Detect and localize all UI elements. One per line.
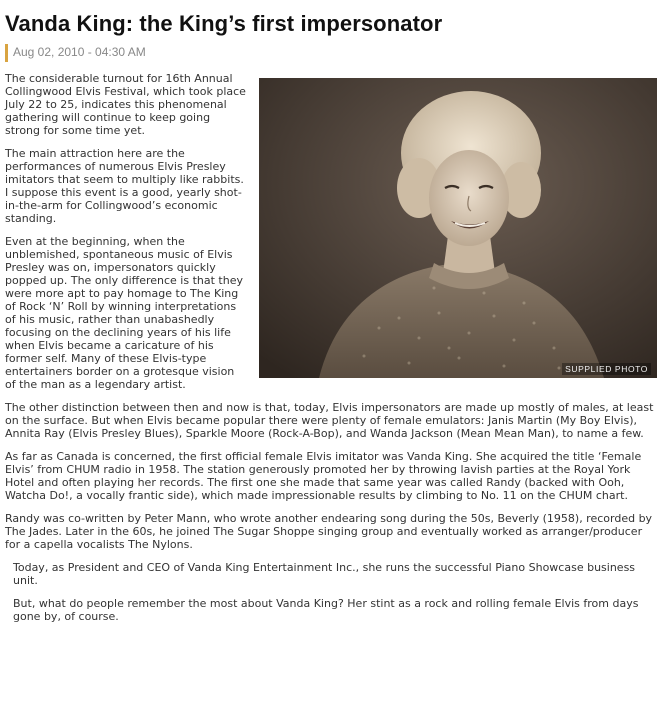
article-body (5, 72, 657, 623)
article (5, 0, 657, 633)
paragraph-7: Today, as President and CEO of Vanda King Entertainment Inc., she runs the successful Piano Showcase business unit. (13, 561, 636, 587)
paragraph-6: Randy was co-written by Peter Mann, who wrote another endearing song during the 50s, Beverly (1958), recorded by The Jades. Later in the 60s, he joined The Sugar Shoppe singing group and eventually worked as arranger/producer for a capella vocalists The Nylons. (5, 512, 653, 551)
paragraph-4: The other distinction between then and now is that, today, Elvis impersonators are made up mostly of males, at least on the surface. But when Elvis became popular there were plenty of female emulators: Janis Martin (My Boy Elvis), Annita Ray (Elvis Presley Blues), Sparkle Moore (Rock-A-Bop), and Wanda Jackson (Mean Mean Man), to name a few. (5, 401, 654, 440)
photo-credit: SUPPLIED PHOTO (562, 363, 651, 375)
paragraph-5: As far as Canada is concerned, the first official female Elvis imitator was Vanda King. She acquired the title ‘Female Elvis’ from CHUM radio in 1958. The station generously promoted her by throwing lavish parties at the Royal York Hotel and often playing her records. The first one she made that same year was called Randy (backed with Ooh, Watcha Do!, a vocally frantic side), which made impressionable results by climbing to No. 11 on the CHUM chart. (5, 450, 642, 502)
article-dateline: Aug 02, 2010 - 04:30 AM (5, 44, 657, 62)
paragraph-8: But, what do people remember the most about Vanda King? Her stint as a rock and rolling female Elvis from days gone by, of course. (13, 597, 639, 623)
photo-figure (259, 78, 657, 378)
vanda-king-photo (259, 78, 657, 378)
paragraph-1: The considerable turnout for 16th Annual Collingwood Elvis Festival, which took place July 22 to 25, indicates this phenomenal gathering will continue to keep going strong for some time yet. (5, 72, 246, 137)
paragraph-3: Even at the beginning, when the unblemished, spontaneous music of Elvis Presley was on, impersonators quickly popped up. The only difference is that they were more apt to pay homage to The King of Rock ‘N’ Roll by winning interpretations of his music, rather than unabashedly focusing on the declining years of his life when Elvis became a caricature of his former self. Many of these Elvis-type entertainers border on a grotesque vision of the man as a legendary artist. (5, 235, 243, 391)
paragraph-2: The main attraction here are the performances of numerous Elvis Presley imitators that seem to multiply like rabbits. I suppose this event is a good, yearly shot-in-the-arm for Collingwood’s economic standing. (5, 147, 244, 225)
article-title: Vanda King: the King’s first impersonator (5, 11, 443, 36)
